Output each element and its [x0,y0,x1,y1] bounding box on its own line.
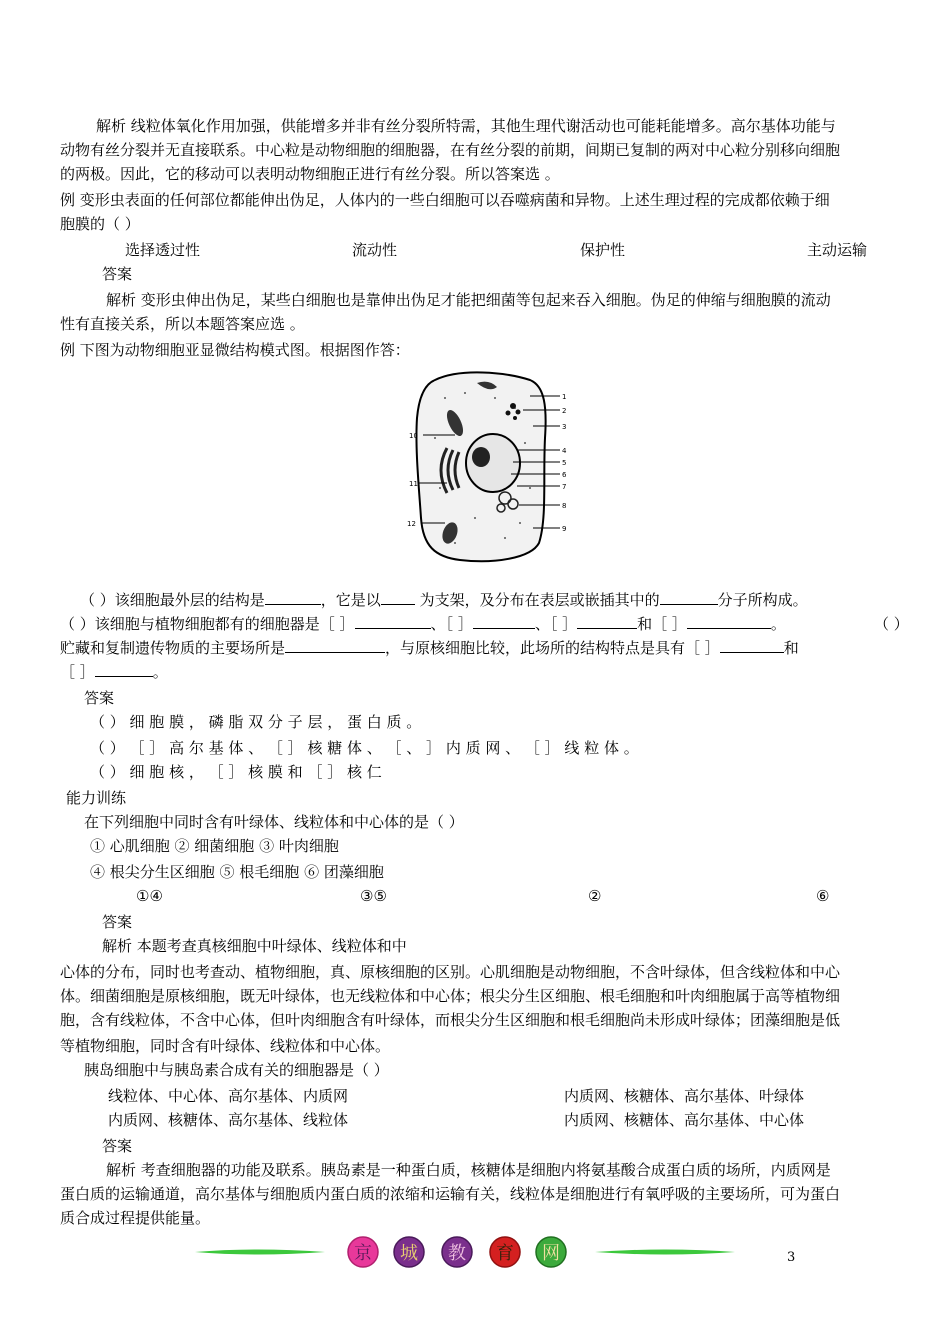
footer-char: 城 [400,1243,418,1264]
fill-blank[interactable] [720,638,784,653]
explanation-line: 等植物细胞，同时含有叶绿体、线粒体和中心体。 [60,1037,391,1055]
fill-blank[interactable] [687,614,771,629]
option: 内质网、核糖体、高尔基体、叶绿体 [564,1087,805,1105]
explanation-line: 解析 线粒体氧化作用加强，供能增多并非有丝分裂所特需，其他生理代谢活动也可能耗能增多。高尔基体功能与 [96,117,836,135]
choice-list: ① 心肌细胞 ② 细菌细胞 ③ 叶肉细胞 [90,837,339,855]
option: ③⑤ [360,887,387,905]
answer-label: 答案 [84,689,115,707]
explanation-line: 性有直接关系，所以本题答案应选 。 [60,315,305,333]
page-number: 3 [787,1250,796,1265]
animal-cell-diagram [405,368,575,568]
fill-blank[interactable] [660,590,718,605]
fig-label-2: 2 [562,407,567,415]
fill-blank[interactable] [355,614,431,629]
footer-banner [195,1233,735,1275]
footer-left-line [195,1250,325,1255]
explanation-line: 蛋白质的运输通道，高尔基体与细胞质内蛋白质的浓缩和运输有关，线粒体是细胞进行有氧呼吸的主要场所，可为蛋白 [60,1185,841,1203]
fig-label-7: 7 [562,483,567,491]
explanation-line: 动物有丝分裂并无直接联系。中心粒是动物细胞的细胞器，在有丝分裂的前期，间期已复制的两对中心粒分别移向细胞 [60,141,841,159]
explanation-line: 胞，含有线粒体，不含中心体，但叶肉细胞含有叶绿体，而根尖分生区细胞和根毛细胞尚未形成叶绿体；团藻细胞是低 [60,1011,841,1029]
question-sub-2: （ ）该细胞与植物细胞都有的细胞器是［ ］ 、［ ］ 、［ ］ 和［ ］ 。 [60,615,786,633]
footer-char: 京 [354,1243,372,1264]
footer-char: 育 [496,1243,514,1264]
fill-blank[interactable] [265,590,321,605]
explanation-line: 解析 变形虫伸出伪足，某些白细胞也是靠伸出伪足才能把细菌等包起来吞入细胞。伪足的伸缩与细胞膜的流动 [106,291,831,309]
question-line: 例 下图为动物细胞亚显微结构模式图。根据图作答： [60,341,410,359]
fig-label-10: 10 [409,432,418,440]
option: 内质网、核糖体、高尔基体、线粒体 [108,1111,349,1129]
explanation-line: 心体的分布，同时也考查动、植物细胞，真、原核细胞的区别。心肌细胞是动物细胞，不含叶绿体，但含线粒体和中心 [60,963,841,981]
option: 选择透过性 [125,241,201,259]
question-line: 胰岛细胞中与胰岛素合成有关的细胞器是（ ） [84,1061,389,1079]
explanation-line: 解析 本题考查真核细胞中叶绿体、线粒体和中 [102,937,407,955]
choice-list: ④ 根尖分生区细胞 ⑤ 根毛细胞 ⑥ 团藻细胞 [90,863,384,881]
footer-char: 教 [448,1243,466,1264]
fig-label-11: 11 [409,480,418,488]
footer-char: 网 [542,1243,560,1264]
fill-blank[interactable] [577,614,637,629]
question-sub-3: 贮藏和复制遗传物质的主要场所是 ，与原核细胞比较，此场所的结构特点是具有［ ］ 和 [60,639,799,657]
option: ①④ [136,887,163,905]
fill-blank[interactable] [285,638,385,653]
fig-label-3: 3 [562,423,567,431]
explanation-line: 的两极。因此，它的移动可以表明动物细胞正进行有丝分裂。所以答案选 。 [60,165,560,183]
option: 线粒体、中心体、高尔基体、内质网 [108,1087,349,1105]
question-line: 例 变形虫表面的任何部位都能伸出伪足，人体内的一些白细胞可以吞噬病菌和异物。上述生理过程的完成都依赖于细 [60,191,830,209]
question-sub-3-label: （ ） [874,615,909,633]
option: 保护性 [580,241,626,259]
answer-line: （ ） 细 胞 核 ， ［ ］ 核 膜 和 ［ ］ 核 仁 [90,763,382,781]
answer-line: （ ） ［ ］ 高 尔 基 体 、 ［ ］ 核 糖 体 、 ［ 、 ］ 内 质 网 、 ［ ］ 线 粒 体 。 [90,739,639,757]
fill-blank[interactable] [473,614,535,629]
fig-label-6: 6 [562,471,567,479]
option: ⑥ [816,887,830,905]
explanation-line: 质合成过程提供能量。 [60,1209,211,1227]
answer-label: 答案 [102,1137,133,1155]
answer-label: 答案 [102,913,133,931]
option: 内质网、核糖体、高尔基体、中心体 [564,1111,805,1129]
explanation-line: 体。细菌细胞是原核细胞，既无叶绿体，也无线粒体和中心体；根尖分生区细胞、根毛细胞和叶肉细胞属于高等植物细 [60,987,841,1005]
fig-label-5: 5 [562,459,567,467]
footer-badge [536,1237,566,1267]
fig-label-4: 4 [562,447,567,455]
footer-right-line [595,1250,735,1255]
question-sub-3-cont: ［ ］ 。 [60,663,168,681]
question-line: 胞膜的（ ） [60,215,140,233]
question-sub-1: （ ）该细胞最外层的结构是 ，它是以 为支架，及分布在表层或嵌插其中的 分子所构成。 [80,591,808,609]
footer-badge [490,1237,520,1267]
answer-label: 答案 [102,265,133,283]
fill-blank[interactable] [95,662,153,677]
fig-label-9: 9 [562,525,567,533]
footer-badge [442,1237,472,1267]
footer-badge [348,1237,378,1267]
fill-blank[interactable] [381,590,415,605]
footer-badge [394,1237,424,1267]
question-line: 在下列细胞中同时含有叶绿体、线粒体和中心体的是（ ） [84,813,464,831]
section-heading: 能力训练 [66,789,127,807]
explanation-line: 解析 考查细胞器的功能及联系。胰岛素是一种蛋白质，核糖体是细胞内将氨基酸合成蛋白质的场所，内质网是 [106,1161,831,1179]
option: ② [588,887,602,905]
option: 主动运输 [807,241,868,259]
option: 流动性 [352,241,398,259]
answer-line: （ ） 细 胞 膜 ， 磷 脂 双 分 子 层 ， 蛋 白 质 。 [90,713,422,731]
fig-label-1: 1 [562,393,567,401]
fig-label-12: 12 [407,520,416,528]
fig-label-8: 8 [562,502,567,510]
